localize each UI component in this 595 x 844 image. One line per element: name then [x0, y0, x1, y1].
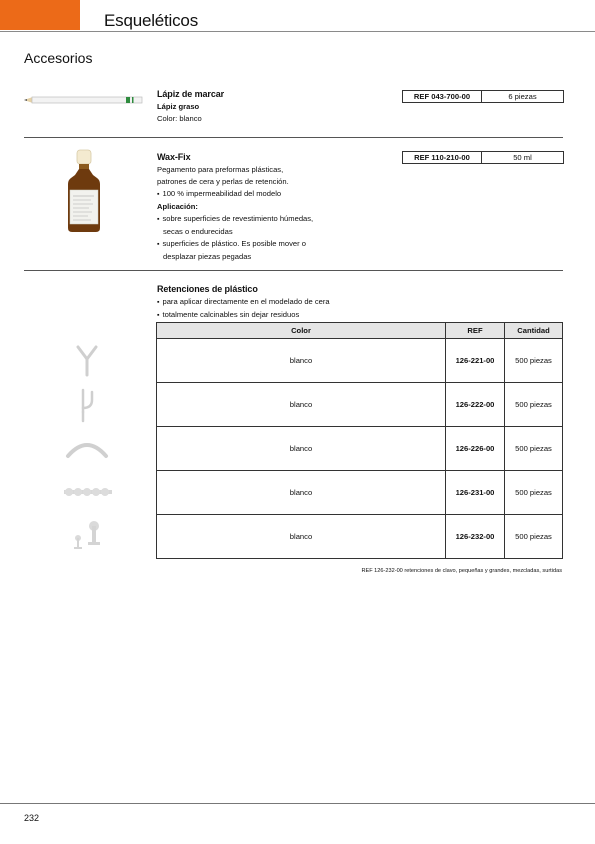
table-row [157, 515, 563, 559]
cell-color: blanco [157, 339, 446, 383]
header-rule [0, 31, 595, 32]
cell-color: blanco [157, 515, 446, 559]
y-retention-icon [72, 344, 102, 378]
fork-retention-icon [74, 388, 100, 424]
cell-ref: 126-226-00 [446, 427, 505, 471]
product-name: Lápiz de marcar [157, 89, 225, 99]
cell-ref: 126-232-00 [446, 515, 505, 559]
chapter-title: Esqueléticos [104, 11, 198, 30]
cell-quantity: 500 piezas [505, 383, 563, 427]
product-description: patrones de cera y perlas de retención. [157, 177, 289, 186]
ref-box [402, 151, 564, 164]
section-divider [24, 270, 563, 271]
table-row [157, 383, 563, 427]
product-wax-fix [157, 152, 313, 263]
cell-color: blanco [157, 427, 446, 471]
product-bullet: ▪ superficies de plástico. Es posible mover o [157, 238, 313, 251]
nail-retention-icon [68, 518, 108, 554]
product-bullet: ▪ para aplicar directamente en el modelado de cera [157, 296, 330, 309]
product-name: Wax-Fix [157, 152, 191, 162]
table-row [157, 339, 563, 383]
product-name: Retenciones de plástico [157, 284, 258, 294]
cell-quantity: 500 piezas [505, 515, 563, 559]
product-plastic-retentions [157, 284, 330, 322]
product-description: Pegamento para preformas plásticas, [157, 165, 284, 174]
retentions-table [156, 322, 563, 559]
product-description: Color: blanco [157, 114, 202, 123]
footer-rule [0, 803, 595, 804]
product-description: Lápiz graso [157, 102, 200, 111]
section-divider [24, 137, 563, 138]
cell-quantity: 500 piezas [505, 427, 563, 471]
product-bullet: ▪ totalmente calcinables sin dejar residuos [157, 309, 330, 322]
cell-color: blanco [157, 471, 446, 515]
ref-box [402, 90, 564, 103]
chapter-color-tab [0, 0, 80, 30]
product-marking-pencil [157, 89, 224, 125]
ref-quantity: 6 piezas [508, 92, 537, 101]
cell-color: blanco [157, 383, 446, 427]
section-title: Accesorios [24, 50, 93, 66]
product-bullet-continuation: secas o endurecidas [163, 227, 233, 236]
ref-quantity: 50 ml [513, 153, 532, 162]
cell-ref: 126-222-00 [446, 383, 505, 427]
table-header-row [157, 323, 563, 339]
product-bullet-continuation: desplazar piezas pegadas [163, 252, 252, 261]
ref-code: REF 110-210-00 [403, 152, 482, 163]
table-footnote: REF 126-232-00 retenciones de clavo, pequeñas y grandes, mezcladas, surtidas [361, 568, 562, 574]
arc-retention-icon [64, 436, 110, 460]
cell-quantity: 500 piezas [505, 339, 563, 383]
page-number: 232 [24, 813, 40, 823]
column-header-ref: REF [446, 323, 505, 339]
column-header-color: Color [157, 323, 446, 339]
bead-strip-retention-icon [62, 484, 114, 500]
product-bullet: ▪ sobre superficies de revestimiento húmedas, [157, 213, 313, 226]
marking-pencil-image [22, 94, 144, 106]
wax-fix-bottle-image [64, 148, 104, 234]
table-row [157, 471, 563, 515]
cell-ref: 126-231-00 [446, 471, 505, 515]
product-subheading: Aplicación: [157, 202, 198, 211]
cell-ref: 126-221-00 [446, 339, 505, 383]
table-row [157, 427, 563, 471]
ref-code: REF 043-700-00 [403, 91, 482, 102]
cell-quantity: 500 piezas [505, 471, 563, 515]
product-bullet: ▪ 100 % impermeabilidad del modelo [157, 188, 313, 201]
column-header-quantity: Cantidad [505, 323, 563, 339]
